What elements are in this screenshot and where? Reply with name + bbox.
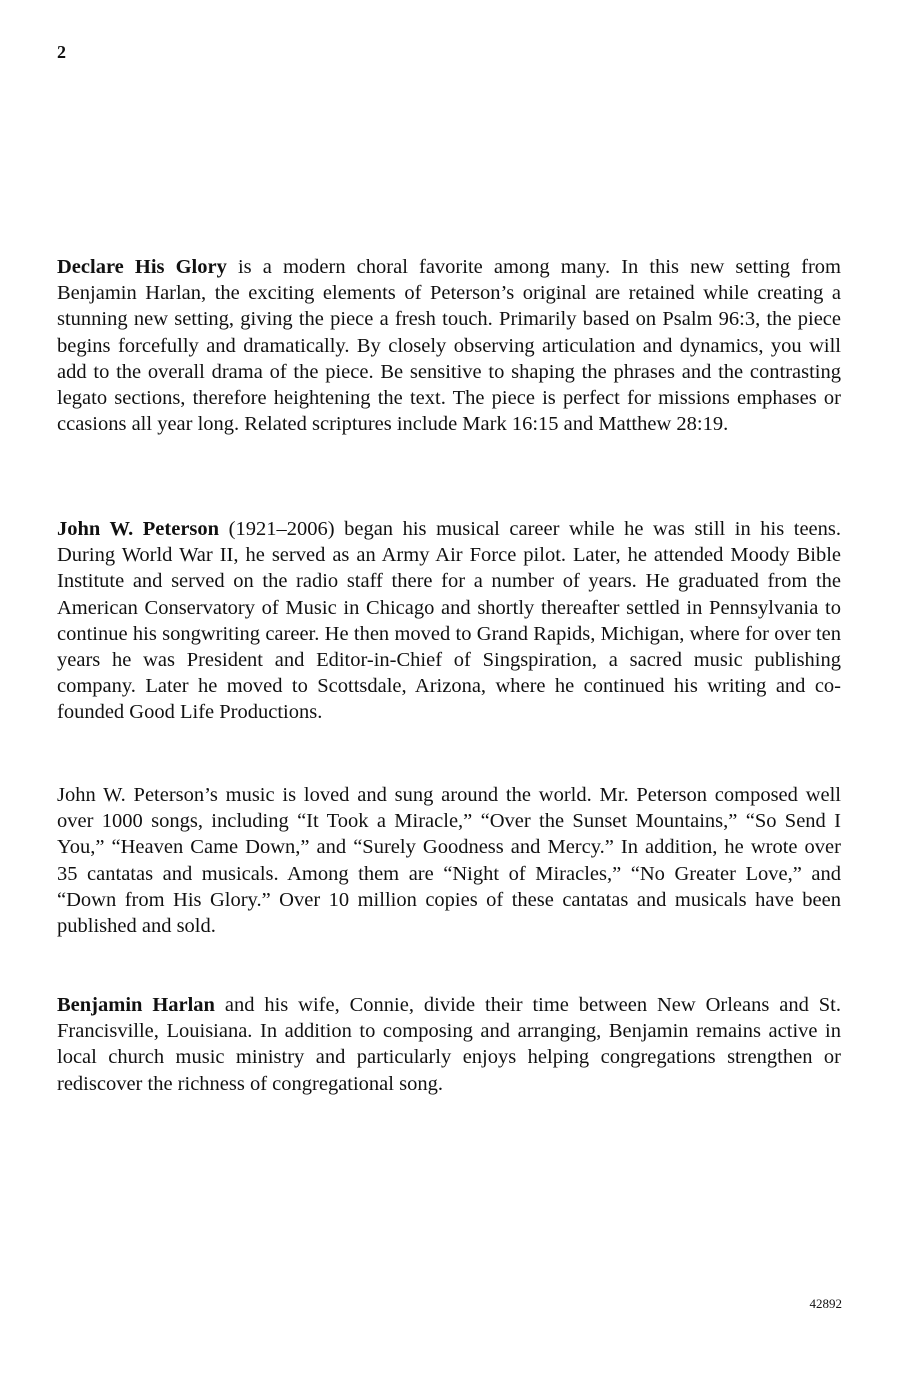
paragraph-john-peterson-music [57, 782, 841, 939]
paragraph-body: is a modern choral favorite among many. In this new setting from Benjamin Harlan, the exciting elements of Peterson’s original are retained while creating a stunning new setting, giving the piece a fresh touch. Primarily based on Psalm 96:3, the piece begins forcefully and dramatically. By closely observing articulation and dynamics, you will add to the overall drama of the piece. Be sensitive to shaping the phrases and the contrasting legato sections, therefore heightening the text. The piece is perfect for missions emphases or ccasions all year long. Related scriptures include Mark 16:15 and Matthew 28:19. [57, 256, 841, 436]
paragraph-body: (1921–2006) began his musical career while he was still in his teens. During World War II, he served as an Army Air Force pilot. Later, he attended Moody Bible Institute and served on the radio staff there for a number of years. He graduated from the American Conservatory of Music in Chicago and shortly thereafter settled in Pennsylvania to continue his songwriting career. He then moved to Grand Rapids, Michigan, where for over ten years he was President and Editor-in-Chief of Singspiration, a sacred music publishing company. Later he moved to Scottsdale, Arizona, where he continued his writing and co-founded Good Life Productions. [57, 518, 841, 724]
paragraph-body: and his wife, Connie, divide their time between New Orleans and St. Francisville, Louisiana. In addition to composing and arranging, Benjamin remains active in local church music ministry and particularly enjoys helping congregations strengthen or rediscover the richness of congregational song. [57, 994, 841, 1095]
paragraph-lead-title: Declare His Glory [57, 256, 227, 278]
catalog-number: 42892 [809, 1296, 842, 1311]
paragraph-declare-his-glory [57, 254, 841, 437]
paragraph-lead-name: Benjamin Harlan [57, 994, 215, 1016]
paragraph-john-peterson-bio [57, 516, 841, 726]
paragraph-benjamin-harlan-bio [57, 992, 841, 1097]
page-number: 2 [57, 42, 66, 62]
paragraph-lead-name: John W. Peterson [57, 518, 220, 540]
paragraph-body: John W. Peterson’s music is loved and sung around the world. Mr. Peterson composed well over 1000 songs, including “It Took a Miracle,” “Over the Sunset Mountains,” “So Send I You,” “Heaven Came Down,” and “Surely Goodness and Mercy.” In addition, he wrote over 35 cantatas and musicals. Among them are “Night of Miracles,” “No Greater Love,” and “Down from His Glory.” Over 10 million copies of these cantatas and musicals have been published and sold. [57, 784, 841, 938]
